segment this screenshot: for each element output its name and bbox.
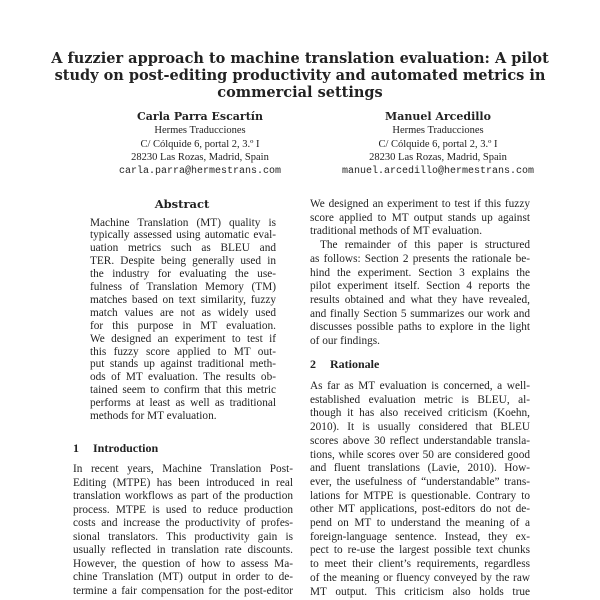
abstract-line: We designed an experiment to test if bbox=[90, 332, 276, 345]
intro-line: process. MTPE is used to reduce production bbox=[73, 503, 293, 516]
right-top-line: and finally Section 5 summarizes our work and bbox=[310, 307, 530, 320]
right-top-line: The remainder of this paper is structured bbox=[320, 239, 530, 252]
intro-line: However, the question of how to assess Ma- bbox=[73, 557, 293, 570]
section-heading-rationale: 2 Rationale bbox=[310, 357, 380, 371]
author-address: C/ Cólquide 6, portal 2, 3.º I bbox=[378, 138, 498, 150]
intro-line: translation workflows as part of the production bbox=[73, 490, 293, 502]
abstract-line: uation metrics such as BLEU and bbox=[90, 242, 276, 255]
intro-line: sional translators. This productivity gain is bbox=[73, 530, 293, 543]
rationale-line: As far as MT evaluation is concerned, a well- bbox=[310, 380, 530, 392]
abstract-line: typically assessed using automatic eval- bbox=[90, 229, 276, 242]
author-affiliation: Hermes Traducciones bbox=[392, 124, 484, 136]
intro-line: In recent years, Machine Translation Post- bbox=[73, 463, 293, 475]
rationale-line: and fluent translations (Lavie, 2010). How- bbox=[310, 462, 530, 475]
author-affiliation: Hermes Traducciones bbox=[154, 124, 246, 136]
abstract-line: matches based on text similarity, fuzzy bbox=[90, 293, 276, 306]
abstract-line: match values are not as widely used bbox=[90, 306, 276, 319]
right-top-line: results obtained and what they have revealed, bbox=[310, 293, 530, 306]
author-name: Manuel Arcedillo bbox=[385, 110, 491, 123]
intro-line: usually reflected in translation rate discounts. bbox=[73, 544, 293, 556]
intro-line: chine Translation (MT) output in order to de- bbox=[73, 571, 293, 583]
rationale-line: scores above 30 reflect understandable transla- bbox=[310, 434, 530, 447]
abstract-line: TER. Despite being generally used in bbox=[90, 255, 276, 268]
abstract-heading: Abstract bbox=[154, 197, 210, 211]
right-top-line: pilot experiment itself. Section 4 reports the bbox=[310, 280, 530, 293]
author-address: 28230 Las Rozas, Madrid, Spain bbox=[131, 152, 269, 164]
abstract-line: tained seem to confirm that this metric bbox=[90, 384, 276, 397]
section-heading-introduction: 1 Introduction bbox=[73, 441, 159, 455]
author-address: C/ Cólquide 6, portal 2, 3.º I bbox=[140, 138, 260, 150]
intro-line: Editing (MTPE) has been introduced in real bbox=[73, 476, 293, 489]
right-top-line: traditional methods of MT evaluation. bbox=[310, 225, 483, 238]
abstract-line: fulness of Translation Memory (TM) bbox=[90, 281, 276, 293]
author-address: 28230 Las Rozas, Madrid, Spain bbox=[369, 152, 507, 164]
right-top-line: as follows: Section 2 presents the rationale be- bbox=[310, 252, 530, 265]
rationale-line: to meet their client’s requirements, regardless bbox=[310, 558, 530, 571]
author-email: manuel.arcedillo@hermestrans.com bbox=[341, 166, 535, 178]
abstract-line: the industry for evaluating the use- bbox=[90, 268, 276, 281]
abstract-line: for this purpose in MT evaluation. bbox=[90, 319, 276, 332]
intro-line: termine a fair compensation for the post-editor bbox=[73, 584, 293, 597]
right-top-line: score applied to MT output stands up against bbox=[310, 211, 530, 224]
author-name: Carla Parra Escartín bbox=[137, 110, 263, 123]
rationale-line: though it has also received criticism (Koehn, bbox=[310, 407, 530, 420]
rationale-line: pend on MT to understand the meaning of a bbox=[310, 517, 530, 529]
rationale-line: lations for MTPE is questionable. Contrary to bbox=[310, 489, 530, 502]
intro-line: costs and increase the productivity of profes- bbox=[73, 517, 293, 529]
rationale-line: of the meaning or fluency conveyed by the raw bbox=[310, 571, 530, 584]
rationale-line: established evaluation metric is BLEU, al- bbox=[310, 393, 530, 406]
rationale-line: pect to re-use the largest possible text chunks bbox=[310, 544, 530, 557]
author-block-2 bbox=[342, 110, 534, 179]
right-top-line: hind the experiment. Section 3 explains the bbox=[310, 266, 530, 279]
abstract-line: ods of MT evaluation. The results ob- bbox=[90, 371, 276, 384]
rationale-line: other MT applications, post-editors do not de- bbox=[310, 503, 530, 516]
abstract-line: put stands up against traditional meth- bbox=[90, 358, 276, 371]
rationale-line: tions, while scores over 50 are considered good bbox=[310, 448, 530, 461]
right-top-line: discusses possible paths to explore in the light bbox=[310, 321, 530, 334]
author-block-1 bbox=[119, 110, 281, 179]
abstract-line: this fuzzy score applied to MT out- bbox=[90, 345, 276, 358]
paper-title: A fuzzier approach to machine translation evaluation: A pilot study on post-editing productivity and automated metrics in commercial settings bbox=[51, 50, 549, 101]
rationale-line: foreign-language sentence. Instead, they ex- bbox=[310, 530, 530, 543]
abstract-line: Machine Translation (MT) quality is bbox=[90, 216, 276, 229]
rationale-line: 2010). It is usually considered that BLEU bbox=[310, 421, 530, 434]
author-email: carla.parra@hermestrans.com bbox=[118, 166, 282, 178]
abstract-line: methods for MT evaluation. bbox=[90, 410, 217, 422]
right-top-line: of our findings. bbox=[310, 335, 380, 347]
rationale-line: MT output. This criticism also holds true bbox=[310, 585, 530, 598]
abstract-line: performs at least as well as traditional bbox=[90, 397, 276, 410]
rationale-line: ever, the usefulness of “understandable” trans- bbox=[310, 475, 530, 488]
right-top-line: We designed an experiment to test if this fuzzy bbox=[310, 198, 530, 210]
